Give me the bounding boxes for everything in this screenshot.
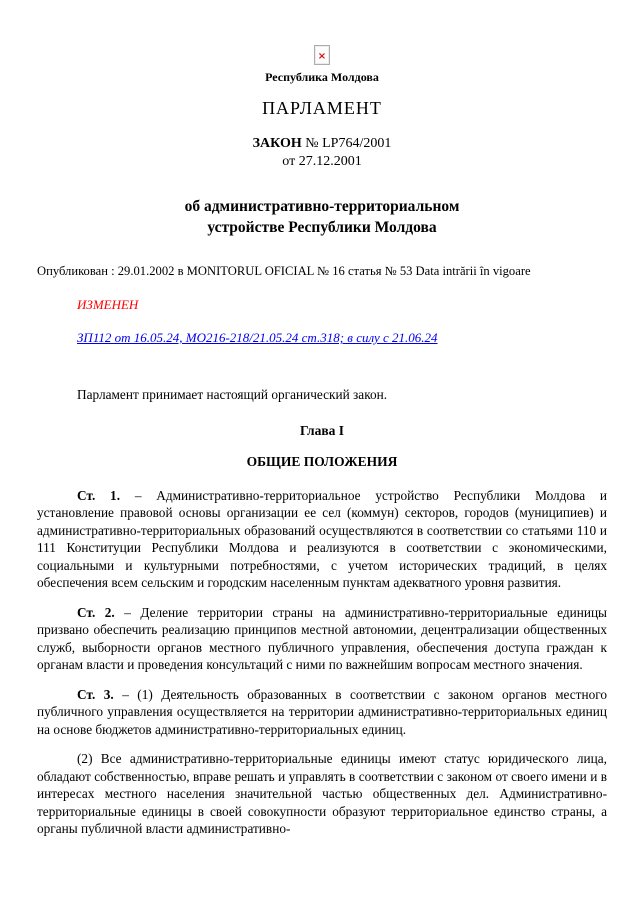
article-1-label: Ст. 1. <box>77 487 121 503</box>
article-3-part2-paragraph <box>37 750 607 838</box>
article-1-text: – Административно-территориальное устройство Республики Молдова и установление правовой основы организации ее сел (коммун) секторов, городов (муниципиев) и административно-территориальных образований осуществляются в соответствии со статьями 110 и 111 Конституции Республики Молдова и реализуются в соответствии с экономическими, социальными и культурными потребностями, с учетом исторических традиций, в целях обеспечения всем сельским и городским населенным пунктам адекватного уровня развития. <box>37 487 607 590</box>
country-name: Республика Молдова <box>265 70 379 84</box>
broken-image-icon <box>314 45 330 65</box>
red-x-glyph: × <box>317 51 327 62</box>
chapter-title: ОБЩИЕ ПОЛОЖЕНИЯ <box>246 453 398 469</box>
amendment-link-row <box>77 330 607 346</box>
publication-info: Опубликован : 29.01.2002 в MONITORUL OFICIAL № 16 статья № 53 Data intrării în vigoare <box>37 264 531 278</box>
intro-paragraph: Парламент принимает настоящий органический закон. <box>77 387 388 402</box>
article-2-label: Ст. 2. <box>77 604 115 620</box>
article-2-text: – Деление территории страны на административно-территориальные единицы призвано обеспечить реализацию принципов местной автономии, децентрализации общественных служб, выборности органов местного публичного управления, обеспечения доступа граждан к органам власти и проведения консультаций с ними по важнейшим вопросам местного значения. <box>37 604 607 672</box>
chapter-heading: Глава I <box>299 422 345 438</box>
article-3-label: Ст. 3. <box>77 686 114 702</box>
article-3-text: – (1) Деятельность образованных в соответствии с законом органов местного публичного управления осуществляется на территории административно-территориальных единиц на основе бюджетов административно-территориальных единиц. <box>37 686 607 737</box>
amended-status-label: ИЗМЕНЕН <box>77 297 139 312</box>
institution-name: ПАРЛАМЕНТ <box>262 98 382 118</box>
document-title <box>37 196 607 238</box>
amendment-link[interactable]: ЗП112 от 16.05.24, МО216-218/21.05.24 ст.318; в силу с 21.06.24 <box>77 330 438 345</box>
law-number: № LP764/2001 <box>305 136 392 151</box>
document-title-line1: об административно-территориальном <box>184 198 460 215</box>
article-3-part2-text: (2) Все административно-территориальные единицы имеют статус юридического лица, обладают собственностью, вправе решать и управлять в соответствии с законом от своего имени и в интересах местного населения значительной частью общественных дел. Административно-территориальные единицы в своей совокупности образуют территориальное единство страны, а органы публичной власти административно- <box>37 751 607 836</box>
article-1-paragraph <box>37 487 607 592</box>
law-number-line <box>37 136 607 152</box>
article-2-paragraph <box>37 604 607 674</box>
law-label: ЗАКОН <box>252 136 302 151</box>
law-date: от 27.12.2001 <box>282 154 362 169</box>
emblem-row <box>37 45 607 65</box>
article-3-paragraph <box>37 686 607 739</box>
document-title-line2: устройстве Республики Молдова <box>207 219 437 236</box>
